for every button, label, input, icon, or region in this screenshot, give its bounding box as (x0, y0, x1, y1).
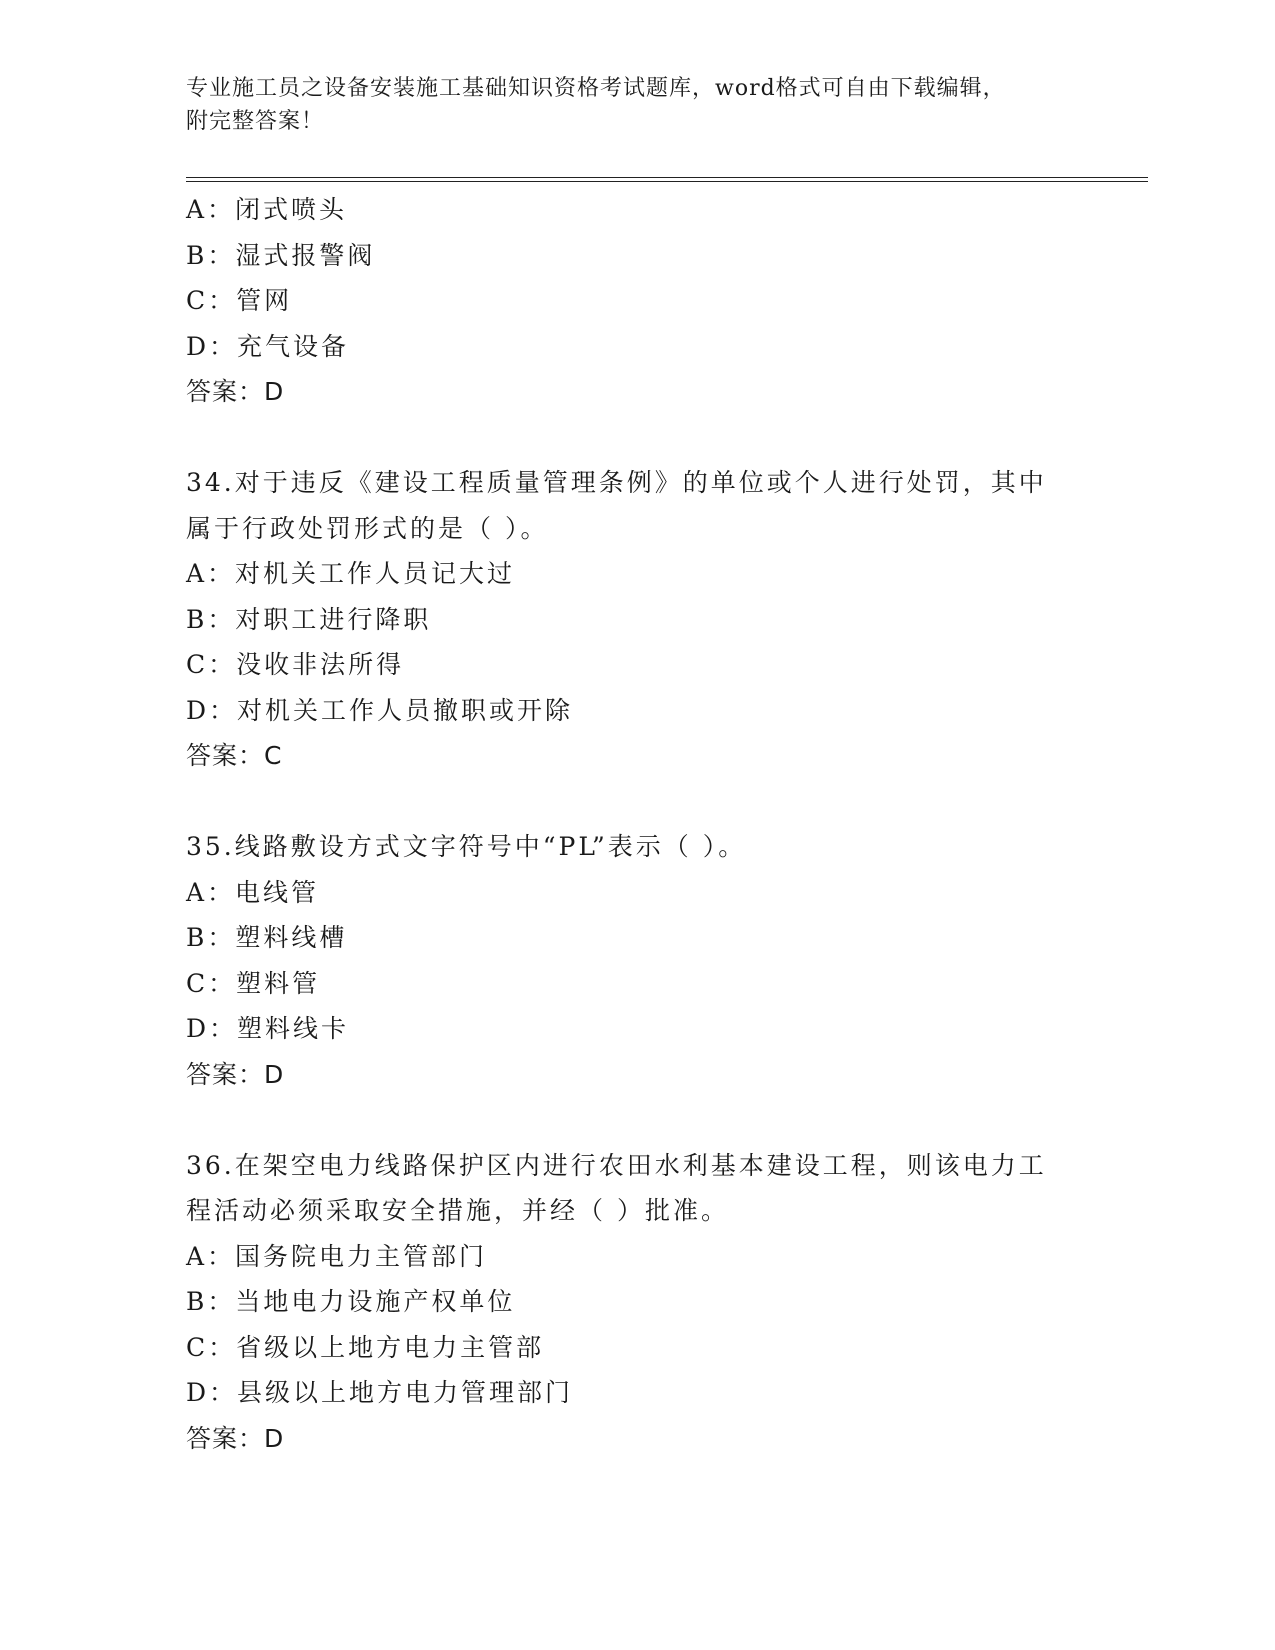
question-list (186, 187, 1086, 1461)
header-line-1: 专业施工员之设备安装施工基础知识资格考试题库，word格式可自由下载编辑， (186, 76, 1006, 101)
question-33 (186, 187, 1086, 415)
option-d: D：对机关工作人员撤职或开除 (186, 695, 574, 725)
question-36 (186, 1143, 1086, 1462)
option-a: A：对机关工作人员记大过 (186, 559, 516, 588)
header-divider (186, 177, 1148, 182)
option-a: A：闭式喷头 (186, 195, 348, 224)
option-b: B：塑料线槽 (186, 923, 348, 952)
document-header (186, 72, 1086, 138)
answer: 答案：D (186, 1423, 285, 1453)
question-35 (186, 824, 1086, 1097)
option-d: D：充气设备 (186, 331, 350, 361)
question-stem: 34.对于违反《建设工程质量管理条例》的单位或个人进行处罚，其中 (186, 468, 1047, 497)
spacer (186, 415, 1086, 461)
option-c: C：省级以上地方电力主管部 (186, 1332, 545, 1362)
option-c: C：没收非法所得 (186, 650, 405, 679)
question-stem: 36.在架空电力线路保护区内进行农田水利基本建设工程，则该电力工 (186, 1150, 1047, 1180)
answer: 答案：D (186, 1059, 285, 1089)
option-b: B：当地电力设施产权单位 (186, 1287, 516, 1316)
answer: 答案：C (186, 741, 283, 770)
header-line-2: 附完整答案！ (186, 109, 325, 134)
option-c: C：管网 (186, 286, 293, 315)
option-a: A：电线管 (186, 877, 320, 907)
question-34 (186, 460, 1086, 779)
answer: 答案：D (186, 377, 285, 406)
option-b: B：对职工进行降职 (186, 604, 432, 634)
option-c: C：塑料管 (186, 968, 321, 998)
spacer (186, 1097, 1086, 1143)
spacer (186, 779, 1086, 825)
option-b: B：湿式报警阀 (186, 240, 376, 270)
option-d: D：县级以上地方电力管理部门 (186, 1378, 574, 1407)
question-stem-continued: 程活动必须采取安全措施，并经（ ）批准。 (186, 1196, 729, 1225)
option-d: D：塑料线卡 (186, 1014, 350, 1043)
question-stem: 35.线路敷设方式文字符号中“PL”表示（ ）。 (186, 832, 747, 861)
option-a: A：国务院电力主管部门 (186, 1241, 488, 1271)
question-stem-continued: 属于行政处罚形式的是（ ）。 (186, 513, 549, 543)
